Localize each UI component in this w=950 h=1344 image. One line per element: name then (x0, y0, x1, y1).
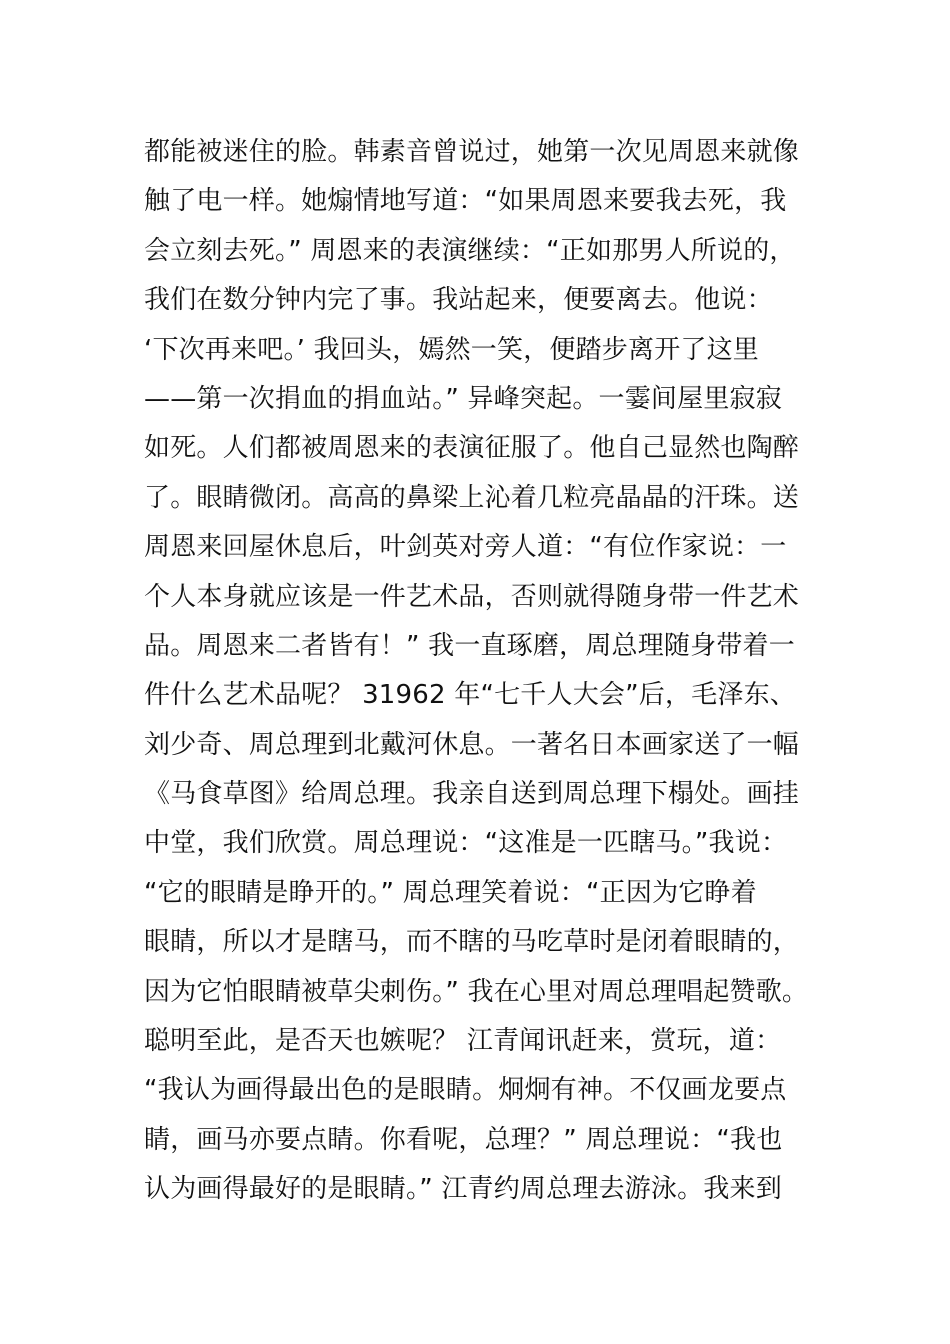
text-line-22: 认为画得最好的是眼睛。” 江青约周总理去游泳。我来到 (144, 1174, 782, 1205)
text-line-15: 中堂，我们欣赏。周总理说：“这准是一匹瞎马。”我说： (144, 828, 788, 859)
text-line-6: ——第一次捐血的捐血站。” 异峰突起。一霎间屋里寂寂 (144, 383, 782, 414)
body-text (144, 128, 824, 1215)
text-line-4: 我们在数分钟内完了事。我站起来，便要离去。他说： (144, 285, 773, 316)
text-line-2: 触了电一样。她煽情地写道：“如果周恩来要我去死，我 (144, 186, 787, 217)
text-line-13: 刘少奇、周总理到北戴河休息。一著名日本画家送了一幅 (144, 729, 800, 760)
text-line-12: 件什么艺术品呢？ 31962 年“七千人大会”后，毛泽东、 (144, 680, 796, 711)
text-line-18: 因为它怕眼睛被草尖刺伤。” 我在心里对周总理唱起赞歌。 (144, 976, 809, 1007)
text-line-10: 个人本身就应该是一件艺术品，否则就得随身带一件艺术 (144, 581, 800, 612)
text-line-16: “它的眼睛是睁开的。” 周总理笑着说：“正因为它睁着 (144, 877, 757, 908)
text-line-11: 品。周恩来二者皆有！” 我一直琢磨，周总理随身带着一 (144, 630, 795, 661)
text-line-1: 都能被迷住的脸。韩素音曾说过，她第一次见周恩来就像 (144, 137, 800, 167)
text-line-5: ‘下次再来吧。’ 我回头，嫣然一笑，便踏步离开了这里 (144, 334, 759, 365)
text-line-8: 了。眼睛微闭。高高的鼻梁上沁着几粒亮晶晶的汗珠。送 (144, 482, 800, 513)
text-line-14: 《马食草图》给周总理。我亲自送到周总理下榻处。画挂 (144, 779, 800, 810)
text-line-21: 睛，画马亦要点睛。你看呢，总理？” 周总理说：“我也 (144, 1124, 783, 1155)
text-line-3: 会立刻去死。” 周恩来的表演继续：“正如那男人所说的， (144, 235, 796, 266)
text-line-20: “我认为画得最出色的是眼睛。炯炯有神。不仅画龙要点 (144, 1075, 787, 1106)
text-line-19: 聪明至此，是否天也嫉呢？ 江青闻讯赶来，赏玩，道： (144, 1026, 782, 1057)
text-line-17: 眼睛，所以才是瞎马，而不瞎的马吃草时是闭着眼睛的， (144, 927, 800, 958)
text-line-9: 周恩来回屋休息后，叶剑英对旁人道：“有位作家说：一 (144, 532, 787, 563)
text-line-7: 如死。人们都被周恩来的表演征服了。他自己显然也陶醉 (144, 433, 800, 464)
